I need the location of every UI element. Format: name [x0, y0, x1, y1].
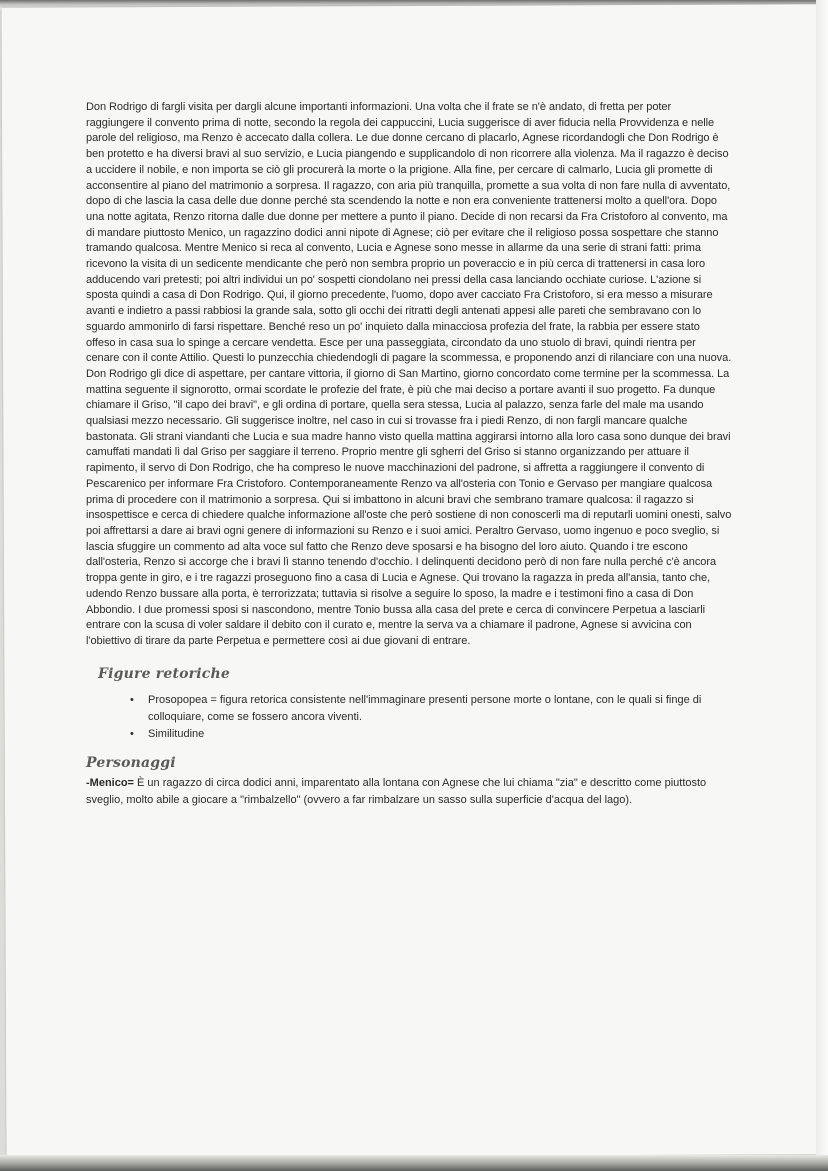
character-entry	[86, 775, 732, 809]
character-name: -Menico=	[86, 776, 134, 789]
list-item	[130, 692, 732, 726]
figure-retoriche-list	[86, 692, 732, 743]
scan-right-edge	[816, 0, 828, 1171]
document-content	[86, 100, 732, 809]
bullet-icon: •	[130, 727, 134, 740]
bullet-icon: •	[130, 693, 134, 706]
list-item-text: Similitudine	[148, 727, 205, 740]
list-item	[130, 726, 732, 743]
personaggi-heading: Personaggi	[86, 754, 176, 771]
scan-bottom-edge	[0, 1155, 828, 1171]
figure-retoriche-heading: Figure retoriche	[98, 665, 230, 682]
character-description: È un ragazzo di circa dodici anni, imparentato alla lontana con Agnese che lui chiama "zia" e descritto come piuttosto sveglio, molto abile a giocare a "rimbalzello" (ovvero a far rimbalzare un sasso sulla superficie d'acqua del lago).	[86, 776, 707, 806]
summary-paragraph: Don Rodrigo di fargli visita per dargli alcune importanti informazioni. Una volta che il frate se n'è andato, di fretta per poter raggiungere il convento prima di notte, secondo la regola dei cappuccini, Lucia suggerisce di aver fiducia nella Provvidenza e nelle parole del religioso, ma Renzo è accecato dalla collera. Le due donne cercano di placarlo, Agnese ricordandogli che Don Rodrigo è ben protetto e ha diversi bravi al suo servizio, e Lucia piangendo e supplicandolo di non ricorrere alla violenza. Ma il ragazzo è deciso a uccidere il nobile, e non importa se ciò gli procurerà la morte o la prigione. Alla fine, per cercare di calmarlo, Lucia gli promette di acconsentire al piano del matrimonio a sorpresa. Il ragazzo, con aria più tranquilla, promette a sua volta di non fare nulla di avventato, dopo di che lascia la casa delle due donne perché sta scendendo la notte e non era conveniente trattenersi molto a quell'ora. Dopo una notte agitata, Renzo ritorna dalle due donne per mettere a punto il piano. Decide di non recarsi da Fra Cristoforo al convento, ma di mandare piuttosto Menico, un ragazzino dodici anni nipote di Agnese; ciò per evitare che il religioso possa sospettare che stanno tramando qualcosa. Mentre Menico si reca al convento, Lucia e Agnese sono messe in allarme da una serie di strani fatti: prima ricevono la visita di un sedicente mendicante che però non sembra proprio un poveraccio e in più cerca di trattenersi in casa loro adducendo vari pretesti; poi altri individui un po' sospetti ciondolano nei pressi della casa lanciando occhiate curiose. L'azione si sposta quindi a casa di Don Rodrigo. Qui, il giorno precedente, l'uomo, dopo aver cacciato Fra Cristoforo, si era messo a misurare avanti e indietro a passi rabbiosi la grande sala, sotto gli occhi dei ritratti degli antenati appesi alle pareti che sembravano con lo sguardo ammonirlo di farsi rispettare. Benché reso un po' inquieto dalla minacciosa profezia del frate, la rabbia per essere stato offeso in casa sua lo spinge a cercare vendetta. Esce per una passeggiata, circondato da uno stuolo di bravi, quindi rientra per cenare con il conte Attilio. Questi lo punzecchia chiedendogli di pagare la scommessa, e proponendo anzi di rilanciare con una nuova. Don Rodrigo gli dice di aspettare, per cantare vittoria, il giorno di San Martino, giorno concordato come termine per la scommessa. La mattina seguente il signorotto, ormai scordate le profezie del frate, è più che mai deciso a portare avanti il suo progetto. Fa dunque chiamare il Griso, "il capo dei bravi", e gli ordina di portare, quella sera stessa, Lucia al palazzo, senza farle del male ma usando qualsiasi mezzo necessario. Gli suggerisce inoltre, nel caso in cui si trovasse fra i piedi Renzo, di non fargli mancare qualche bastonata. Gli strani viandanti che Lucia e sua madre hanno visto quella mattina aggirarsi intorno alla loro casa sono dunque dei bravi camuffati mandati lì dal Griso per saggiare il terreno. Proprio mentre gli sgherri del Griso si stanno organizzando per attuare il rapimento, il servo di Don Rodrigo, che ha compreso le nuove macchinazioni del padrone, si affretta a raggiungere il convento di Pescarenico per informare Fra Cristoforo. Contemporaneamente Renzo va all'osteria con Tonio e Gervaso per mangiare qualcosa prima di procedere con il matrimonio a sorpresa. Qui si imbattono in alcuni bravi che sembrano tramare qualcosa: il ragazzo si insospettisce e cerca di chiedere qualche informazione all'oste che però sostiene di non conoscerli ma di reputarli uomini onesti, salvo poi affrettarsi a dare ai bravi ogni genere di informazioni su Renzo e i suoi amici. Peraltro Gervaso, uomo ingenuo e poco sveglio, si lascia sfuggire un commento ad alta voce sul fatto che Renzo deve sposarsi e ha bisogno del loro aiuto. Quando i tre escono dall'osteria, Renzo si accorge che i bravi lì stanno tenendo d'occhio. I delinquenti decidono però di non fare nulla perché c'è ancora troppa gente in giro, e i tre ragazzi proseguono fino a casa di Lucia e Agnese. Qui trovano la ragazza in preda all'ansia, tanto che, udendo Renzo bussare alla porta, è terrorizzata; tuttavia si risolve a seguire lo sposo, la madre e i testimoni fino a casa di Don Abbondio. I due promessi sposi si nascondono, mentre Tonio bussa alla casa del prete e cerca di convincere Perpetua a lasciarli entrare con la scusa di voler saldare il debito con il curato e, mentre la serva va a chiamare il padrone, Agnese si avvicina con l'obiettivo di tirare da parte Perpetua e permettere così ai due giovani di entrare.	[86, 101, 732, 647]
list-item-text: Prosopopea = figura retorica consistente nell'immaginare presenti persone morte o lontane, con le quali si finge di colloquiare, come se fossero ancora viventi.	[148, 693, 702, 723]
